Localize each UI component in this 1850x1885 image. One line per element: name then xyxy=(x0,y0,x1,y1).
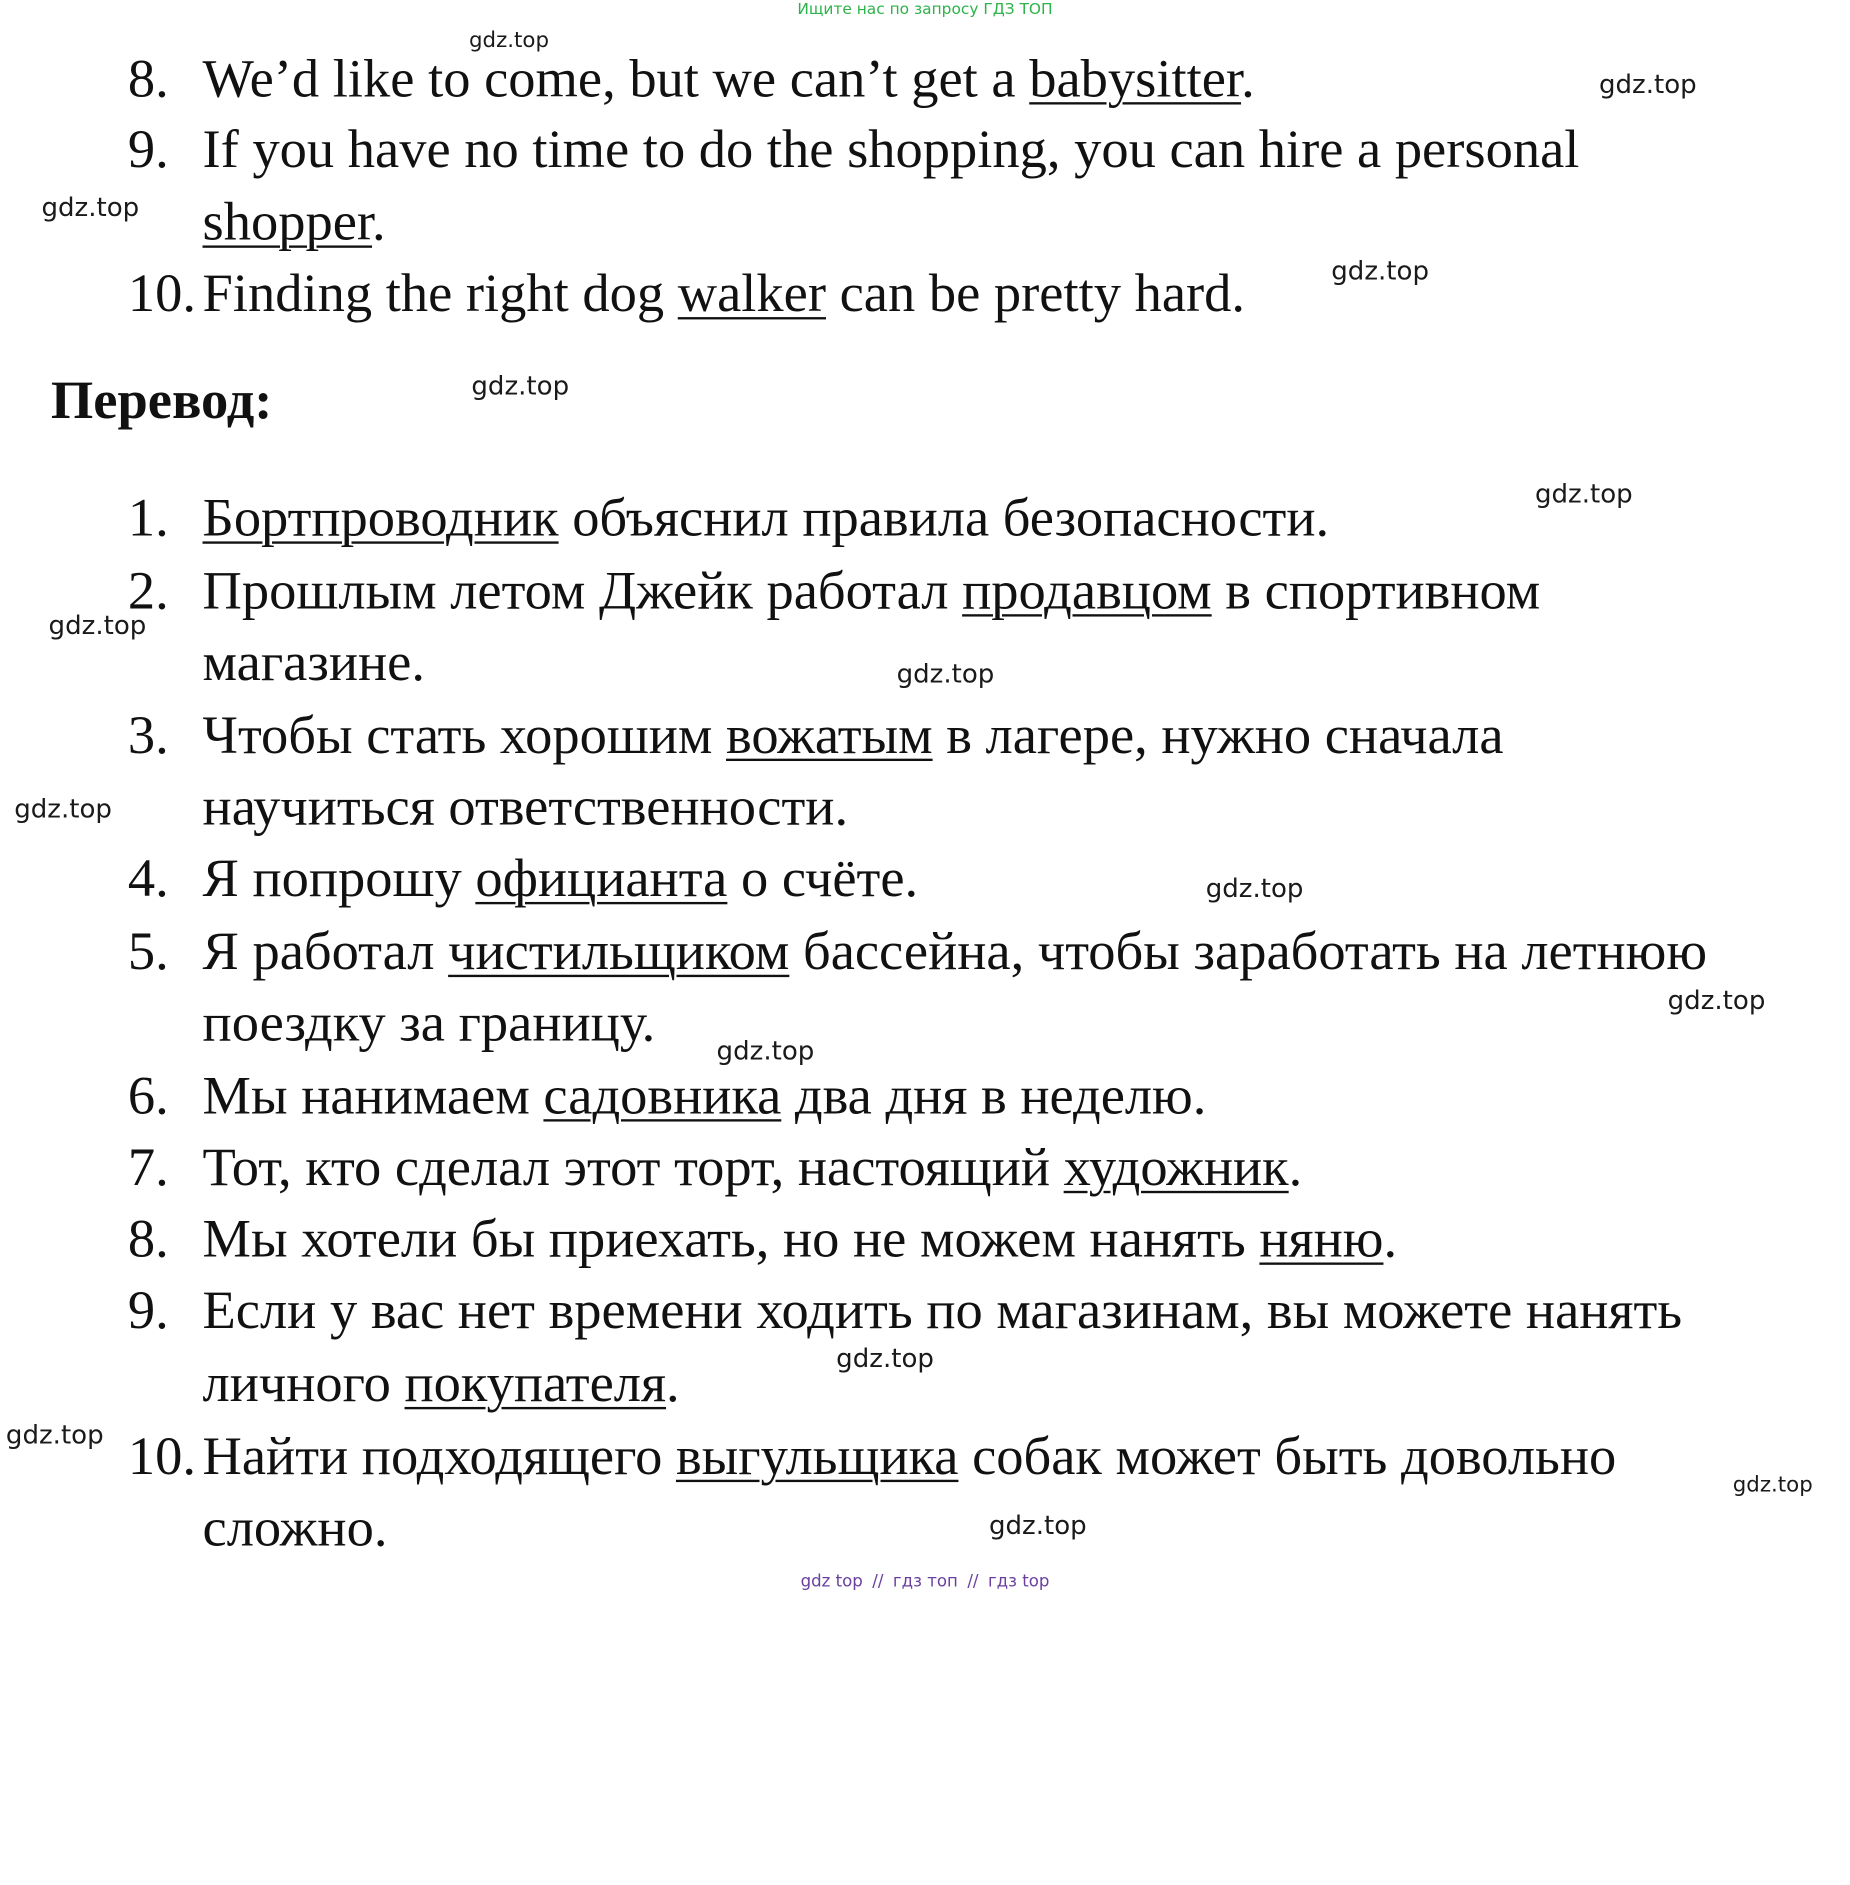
watermark: gdz.top xyxy=(896,660,995,690)
item-text: Я попрошу официанта о счёте. xyxy=(202,847,919,908)
item-number: 4. xyxy=(127,847,169,908)
underlined-word: няню xyxy=(1259,1208,1384,1269)
watermark: gdz.top xyxy=(14,795,112,825)
item-number: 1. xyxy=(127,487,169,548)
underlined-word: продавцом xyxy=(962,560,1212,621)
bottom-banner-link[interactable]: gdz top xyxy=(800,1572,863,1592)
item-text: Бортпроводник объяснил правила безопасности. xyxy=(202,487,1330,548)
item-number: 8. xyxy=(127,48,169,109)
item-text: Мы хотели бы приехать, но не можем нанять няню. xyxy=(202,1208,1398,1269)
watermark: gdz.top xyxy=(1331,257,1430,287)
underlined-word: покупателя xyxy=(404,1352,667,1413)
item-text: Чтобы стать хорошим вожатым в лагере, нужно сначала xyxy=(202,704,1504,765)
watermark: gdz.top xyxy=(5,1421,104,1451)
watermark: gdz.top xyxy=(41,193,140,224)
bottom-banner[interactable] xyxy=(0,1573,1850,1592)
item-text: поездку за границу. xyxy=(202,992,656,1053)
item-text: shopper. xyxy=(202,191,386,252)
item-number: 2. xyxy=(127,560,169,621)
item-text: магазине. xyxy=(202,631,425,692)
underlined-word: shopper xyxy=(202,191,373,252)
watermark: gdz.top xyxy=(716,1036,815,1067)
item-text: Мы нанимаем садовника два дня в неделю. xyxy=(202,1065,1207,1126)
bottom-banner-link[interactable]: гдз top xyxy=(987,1572,1050,1592)
watermark: gdz.top xyxy=(48,611,147,642)
watermark: gdz.top xyxy=(469,28,550,53)
top-banner[interactable]: Ищите нас по запросу ГДЗ ТОП xyxy=(797,1,1053,19)
item-text: Я работал чистильщиком бассейна, чтобы заработать на летнюю xyxy=(202,920,1708,981)
item-text: Прошлым летом Джейк работал продавцом в спортивном xyxy=(202,560,1541,621)
item-number: 10. xyxy=(127,263,197,323)
underlined-word: Бортпроводник xyxy=(202,487,559,548)
underlined-word: художник xyxy=(1063,1136,1289,1197)
underlined-word: walker xyxy=(677,263,826,323)
watermark: gdz.top xyxy=(471,372,570,402)
underlined-word: официанта xyxy=(475,847,728,908)
item-number: 9. xyxy=(127,118,169,179)
item-text: Finding the right dog walker can be pretty hard. xyxy=(202,263,1246,323)
underlined-word: выгульщика xyxy=(675,1425,959,1486)
watermark: gdz.top xyxy=(1534,480,1633,510)
item-text: Если у вас нет времени ходить по магазинам, вы можете нанять xyxy=(202,1280,1683,1340)
underlined-word: садовника xyxy=(543,1065,782,1126)
separator: // xyxy=(967,1572,979,1592)
item-number: 5. xyxy=(127,920,169,981)
item-text: Найти подходящего выгульщика собак может быть довольно xyxy=(202,1425,1617,1486)
watermark: gdz.top xyxy=(1598,70,1697,100)
watermark: gdz.top xyxy=(1732,1472,1813,1498)
watermark: gdz.top xyxy=(988,1511,1087,1541)
item-text: Тот, кто сделал этот торт, настоящий художник. xyxy=(202,1136,1303,1197)
item-text: We’d like to come, but we can’t get a babysitter. xyxy=(202,48,1255,109)
item-text: If you have no time to do the shopping, you can hire a personal xyxy=(202,118,1580,179)
underlined-word: чистильщиком xyxy=(448,920,790,981)
underlined-word: вожатым xyxy=(726,704,933,765)
item-text: сложно. xyxy=(202,1497,388,1558)
watermark: gdz.top xyxy=(1205,874,1304,905)
bottom-banner-link[interactable]: гдз топ xyxy=(892,1572,958,1592)
item-text: личного покупателя. xyxy=(202,1352,680,1413)
underlined-word: babysitter xyxy=(1029,48,1242,109)
translation-heading: Перевод: xyxy=(50,369,273,430)
watermark: gdz.top xyxy=(836,1344,934,1375)
item-text: научиться ответственности. xyxy=(202,776,849,837)
item-number: 6. xyxy=(127,1065,169,1126)
watermark: gdz.top xyxy=(1667,986,1766,1016)
separator: // xyxy=(872,1572,884,1592)
item-number: 10. xyxy=(127,1425,197,1486)
item-number: 7. xyxy=(127,1136,169,1197)
item-number: 8. xyxy=(127,1208,169,1269)
item-number: 9. xyxy=(127,1280,169,1340)
item-number: 3. xyxy=(127,704,169,765)
